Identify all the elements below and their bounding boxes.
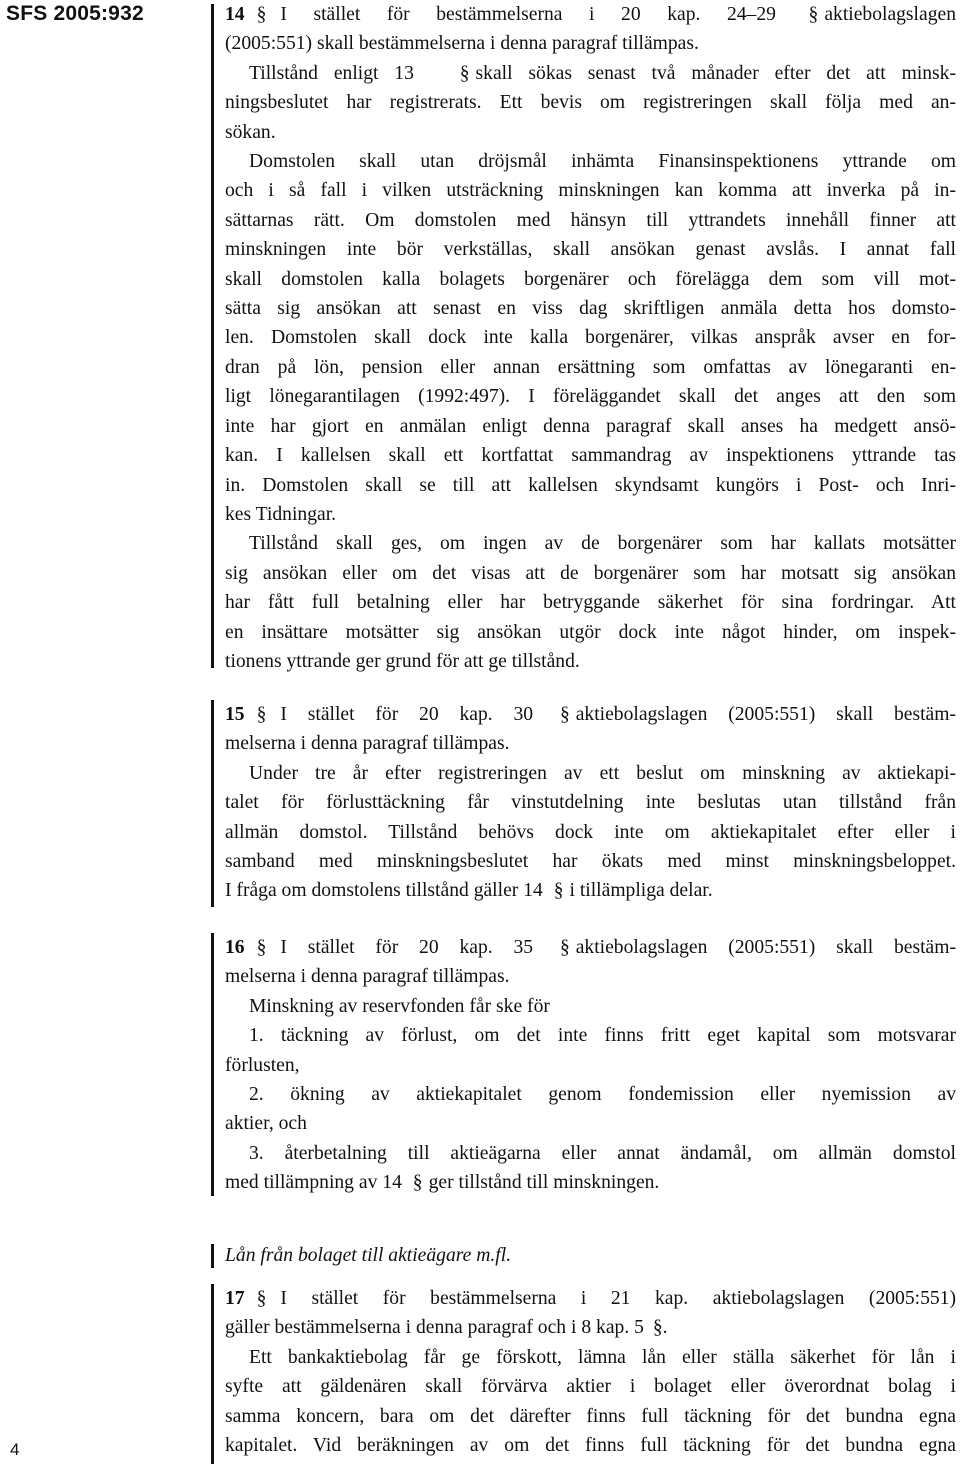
- section-number: 16: [225, 937, 245, 958]
- section-symbol: §: [559, 704, 570, 725]
- text-line: aktiebolagslagen: [824, 4, 956, 25]
- text-line: tionens yttrande ger grund för att ge tillstånd.: [225, 650, 580, 672]
- section-symbol: §: [808, 4, 819, 25]
- text-line: Minskning av reservfonden får ske för: [249, 995, 550, 1017]
- section-15: [225, 700, 956, 906]
- text-line: ligt lönegarantilagen (1992:497). I föreläggandet skall det anges att den som: [225, 386, 956, 408]
- section-number: 15: [225, 704, 245, 725]
- text-line: melserna i denna paragraf tillämpas.: [225, 966, 510, 988]
- text-line: en insättare motsätter sig ansökan utgör dock inte något hinder, om inspek-: [225, 621, 956, 643]
- text-line: I stället för 20 kap. 30: [280, 704, 534, 725]
- section-symbol: §: [652, 1317, 663, 1339]
- text-line: len. Domstolen skall dock inte kalla borgenärer, vilkas anspråk avser en for-: [225, 327, 956, 349]
- text-line: sättarnas rätt. Om domstolen med hänsyn till yttrandets innehåll finner att: [225, 209, 956, 231]
- change-bar: [211, 1284, 214, 1464]
- text-line: I stället för bestämmelserna i 20 kap. 24–29: [280, 4, 776, 25]
- text-line: ger tillstånd till minskningen.: [428, 1172, 660, 1194]
- change-bar: [211, 700, 214, 907]
- text-line: ningsbeslutet har registrerats. Ett bevis om registreringen skall följa med an-: [225, 92, 956, 114]
- text-line: aktier, och: [225, 1113, 307, 1135]
- text-line: melserna i denna paragraf tillämpas.: [225, 733, 510, 755]
- section-14: [225, 0, 956, 676]
- text-line: Ett bankaktiebolag får ge förskott, lämna lån eller ställa säkerhet för lån i: [249, 1346, 956, 1368]
- text-line: skall domstolen kalla bolagets borgenärer och förelägga dem som vill mot-: [225, 268, 956, 290]
- list-item: [225, 1080, 956, 1139]
- text-line: 3. återbetalning till aktieägarna eller annat ändamål, om allmän domstol: [249, 1142, 956, 1164]
- text-line: sökan.: [225, 121, 276, 143]
- text-line: kapitalet. Vid beräkningen av om det finns full täckning för det bundna egna: [225, 1435, 956, 1457]
- section-number: 17: [225, 1288, 245, 1309]
- text-line: kes Tidningar.: [225, 503, 337, 525]
- text-line: aktiebolagslagen (2005:551) skall bestäm-: [575, 937, 956, 958]
- list-item: [225, 1139, 956, 1198]
- text-line: i tillämpliga delar.: [569, 880, 713, 902]
- text-line: dran på lön, pension eller annan ersättning som omfattas av lönegaranti en-: [225, 356, 956, 378]
- text-line: har fått full betalning eller har betryggande säkerhet för sina fordringar. Att: [225, 592, 956, 614]
- text-line: samband med minskningsbeslutet har ökats med minst minskningsbeloppet.: [225, 851, 956, 873]
- page-number: 4: [10, 1440, 20, 1459]
- text-line: Tillstånd skall ges, om ingen av de borgenärer som har kallats motsätter: [249, 533, 956, 555]
- sfs-number: SFS 2005:932: [6, 2, 144, 25]
- section-symbol: §: [256, 937, 267, 958]
- text-line: allmän domstol. Tillstånd behövs dock inte om aktiekapitalet efter eller i: [225, 821, 956, 843]
- section-symbol: §: [256, 704, 267, 725]
- text-line: sig ansökan eller om det visas att de borgenärer som har motsatt sig ansökan: [225, 562, 956, 584]
- text-line: sätta sig ansökan att senast en viss dag skriftligen anmäla detta hos domsto-: [225, 298, 956, 320]
- text-line: 2. ökning av aktiekapitalet genom fondemission eller nyemission av: [249, 1084, 956, 1106]
- change-bar: [211, 933, 214, 1196]
- section-symbol: §: [412, 1172, 423, 1194]
- section-16: [225, 933, 956, 1198]
- text-line: med tillämpning av 14: [225, 1172, 402, 1194]
- text-line: och i så fall i vilken utsträckning minskningen kan komma att inverka på in-: [225, 180, 956, 202]
- text-line: syfte att gäldenären skall förvärva aktier i bolaget eller överordnat bolag i: [225, 1376, 956, 1398]
- list-item: [225, 1021, 956, 1080]
- section-17: [225, 1284, 956, 1460]
- section-number: 14: [225, 4, 245, 25]
- change-bar: [211, 4, 214, 668]
- text-line: (2005:551) skall bestämmelserna i denna paragraf tillämpas.: [225, 33, 699, 55]
- paragraph: [225, 147, 956, 529]
- paragraph: [225, 529, 956, 676]
- text-line: förlusten,: [225, 1054, 300, 1076]
- change-bar: [211, 1244, 214, 1268]
- text-line: in. Domstolen skall se till att kallelsen skyndsamt kungörs i Post- och Inri-: [225, 474, 956, 496]
- text-line: Domstolen skall utan dröjsmål inhämta Finansinspektionens yttrande om: [249, 151, 956, 173]
- text-line: I stället för bestämmelserna i 21 kap. aktiebolagslagen (2005:551): [280, 1288, 956, 1309]
- text-line: I stället för 20 kap. 35: [280, 937, 534, 958]
- text-line: skall sökas senast två månader efter det att minsk-: [475, 62, 957, 84]
- text-line: 1. täckning av förlust, om det inte finns fritt eget kapital som motsvarar: [249, 1025, 956, 1047]
- text-line: samma koncern, bara om det därefter finns full täckning för det bundna egna: [225, 1405, 956, 1427]
- section-symbol: §: [553, 880, 564, 902]
- subheading: Lån från bolaget till aktieägare m.fl.: [225, 1245, 512, 1266]
- text-line: I fråga om domstolens tillstånd gäller 14: [225, 880, 543, 902]
- text-line: Tillstånd enligt 13: [249, 62, 414, 84]
- text-line: kan. I kallelsen skall ett kortfattat sammandrag av inspektionens yttrande tas: [225, 445, 956, 467]
- text-line: minskningen inte bör verkställas, skall ansökan genast avslås. I annat fall: [225, 239, 956, 261]
- text-line: gäller bestämmelserna i denna paragraf och i 8 kap. 5: [225, 1317, 644, 1339]
- text-line: talet för förlusttäckning får vinstutdelning inte beslutas utan tillstånd från: [225, 792, 956, 814]
- section-symbol: §: [559, 937, 570, 958]
- text-line: Under tre år efter registreringen av ett beslut om minskning av aktiekapi-: [249, 762, 956, 784]
- text-line: .: [662, 1317, 668, 1339]
- section-symbol: §: [256, 1288, 267, 1309]
- text-line: aktiebolagslagen (2005:551) skall bestäm-: [575, 704, 956, 725]
- section-symbol: §: [256, 4, 267, 25]
- section-symbol: §: [459, 62, 470, 84]
- text-line: inte har gjort en anmälan enligt denna paragraf skall anses ha medgett ansö-: [225, 415, 956, 437]
